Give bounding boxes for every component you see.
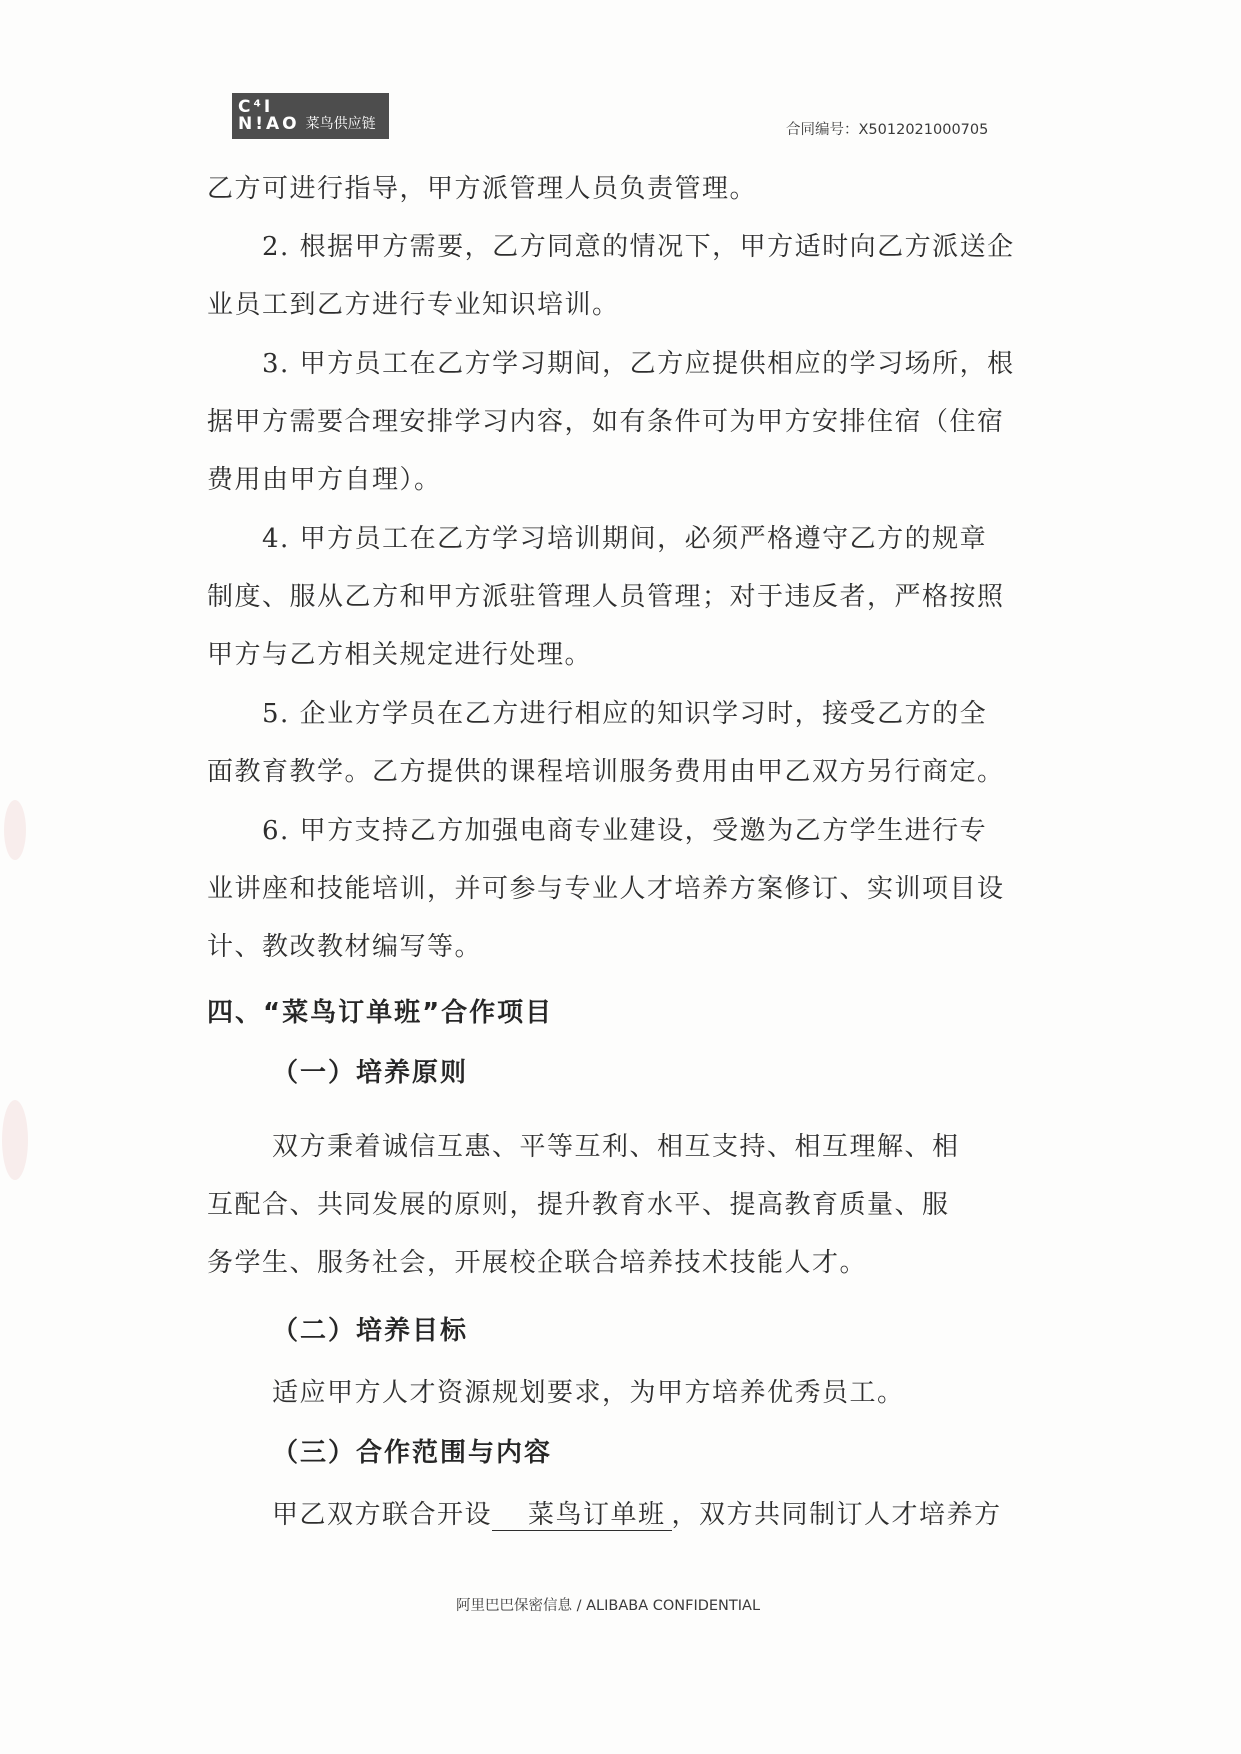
- body-line: 计、教改教材编写等。: [207, 932, 483, 962]
- body-line: 5. 企业方学员在乙方进行相应的知识学习时，接受乙方的全: [262, 699, 988, 729]
- body-line: 甲方与乙方相关规定进行处理。: [207, 640, 593, 670]
- subsection-heading: （一）培养原则: [272, 1058, 469, 1088]
- body-line: 务学生、服务社会，开展校企联合培养技术技能人才。: [207, 1248, 868, 1278]
- body-line: 据甲方需要合理安排学习内容，如有条件可为甲方安排住宿（住宿: [207, 407, 1005, 437]
- logo-latin-bottom: N!AO: [238, 114, 300, 134]
- cainiao-logo: [232, 93, 389, 139]
- last-line-prefix: 甲乙双方联合开设: [272, 1500, 493, 1530]
- underlined-class-name: 菜鸟订单班: [492, 1500, 672, 1531]
- body-line: 制度、服从乙方和甲方派驻管理人员管理；对于违反者，严格按照: [207, 582, 1005, 612]
- logo-chinese-name: 菜鸟供应链: [305, 116, 376, 132]
- body-line: 4. 甲方员工在乙方学习培训期间，必须严格遵守乙方的规章: [262, 524, 988, 554]
- body-line-last: [272, 1494, 1002, 1531]
- body-line: 6. 甲方支持乙方加强电商专业建设，受邀为乙方学生进行专: [262, 816, 988, 846]
- contract-number: 合同编号：X5012021000705: [786, 122, 989, 138]
- body-line: 适应甲方人才资源规划要求，为甲方培养优秀员工。: [272, 1378, 905, 1408]
- body-line: 业员工到乙方进行专业知识培训。: [207, 290, 620, 320]
- scan-stain: [4, 800, 26, 860]
- body-line: 费用由甲方自理）。: [207, 465, 442, 495]
- section-heading: 四、“菜鸟订单班”合作项目: [207, 998, 554, 1028]
- body-line: 3. 甲方员工在乙方学习期间，乙方应提供相应的学习场所，根: [262, 349, 1015, 379]
- body-line: 双方秉着诚信互惠、平等互利、相互支持、相互理解、相: [272, 1132, 960, 1162]
- subsection-heading: （三）合作范围与内容: [272, 1438, 553, 1468]
- scan-stain: [2, 1100, 28, 1180]
- body-line: 面教育教学。乙方提供的课程培训服务费用由甲乙双方另行商定。: [207, 757, 1005, 787]
- confidential-footer: 阿里巴巴保密信息 / ALIBABA CONFIDENTIAL: [456, 1598, 761, 1614]
- subsection-heading: （二）培养目标: [272, 1316, 469, 1346]
- logo-latin-top: C⁴I: [238, 97, 274, 117]
- body-line: 乙方可进行指导，甲方派管理人员负责管理。: [207, 174, 758, 204]
- body-line: 互配合、共同发展的原则，提升教育水平、提高教育质量、服: [207, 1190, 950, 1220]
- body-line: 业讲座和技能培训，并可参与专业人才培养方案修订、实训项目设: [207, 874, 1005, 904]
- body-line: 2. 根据甲方需要，乙方同意的情况下，甲方适时向乙方派送企: [262, 232, 1015, 262]
- last-line-suffix: ，双方共同制订人才培养方: [671, 1500, 1002, 1530]
